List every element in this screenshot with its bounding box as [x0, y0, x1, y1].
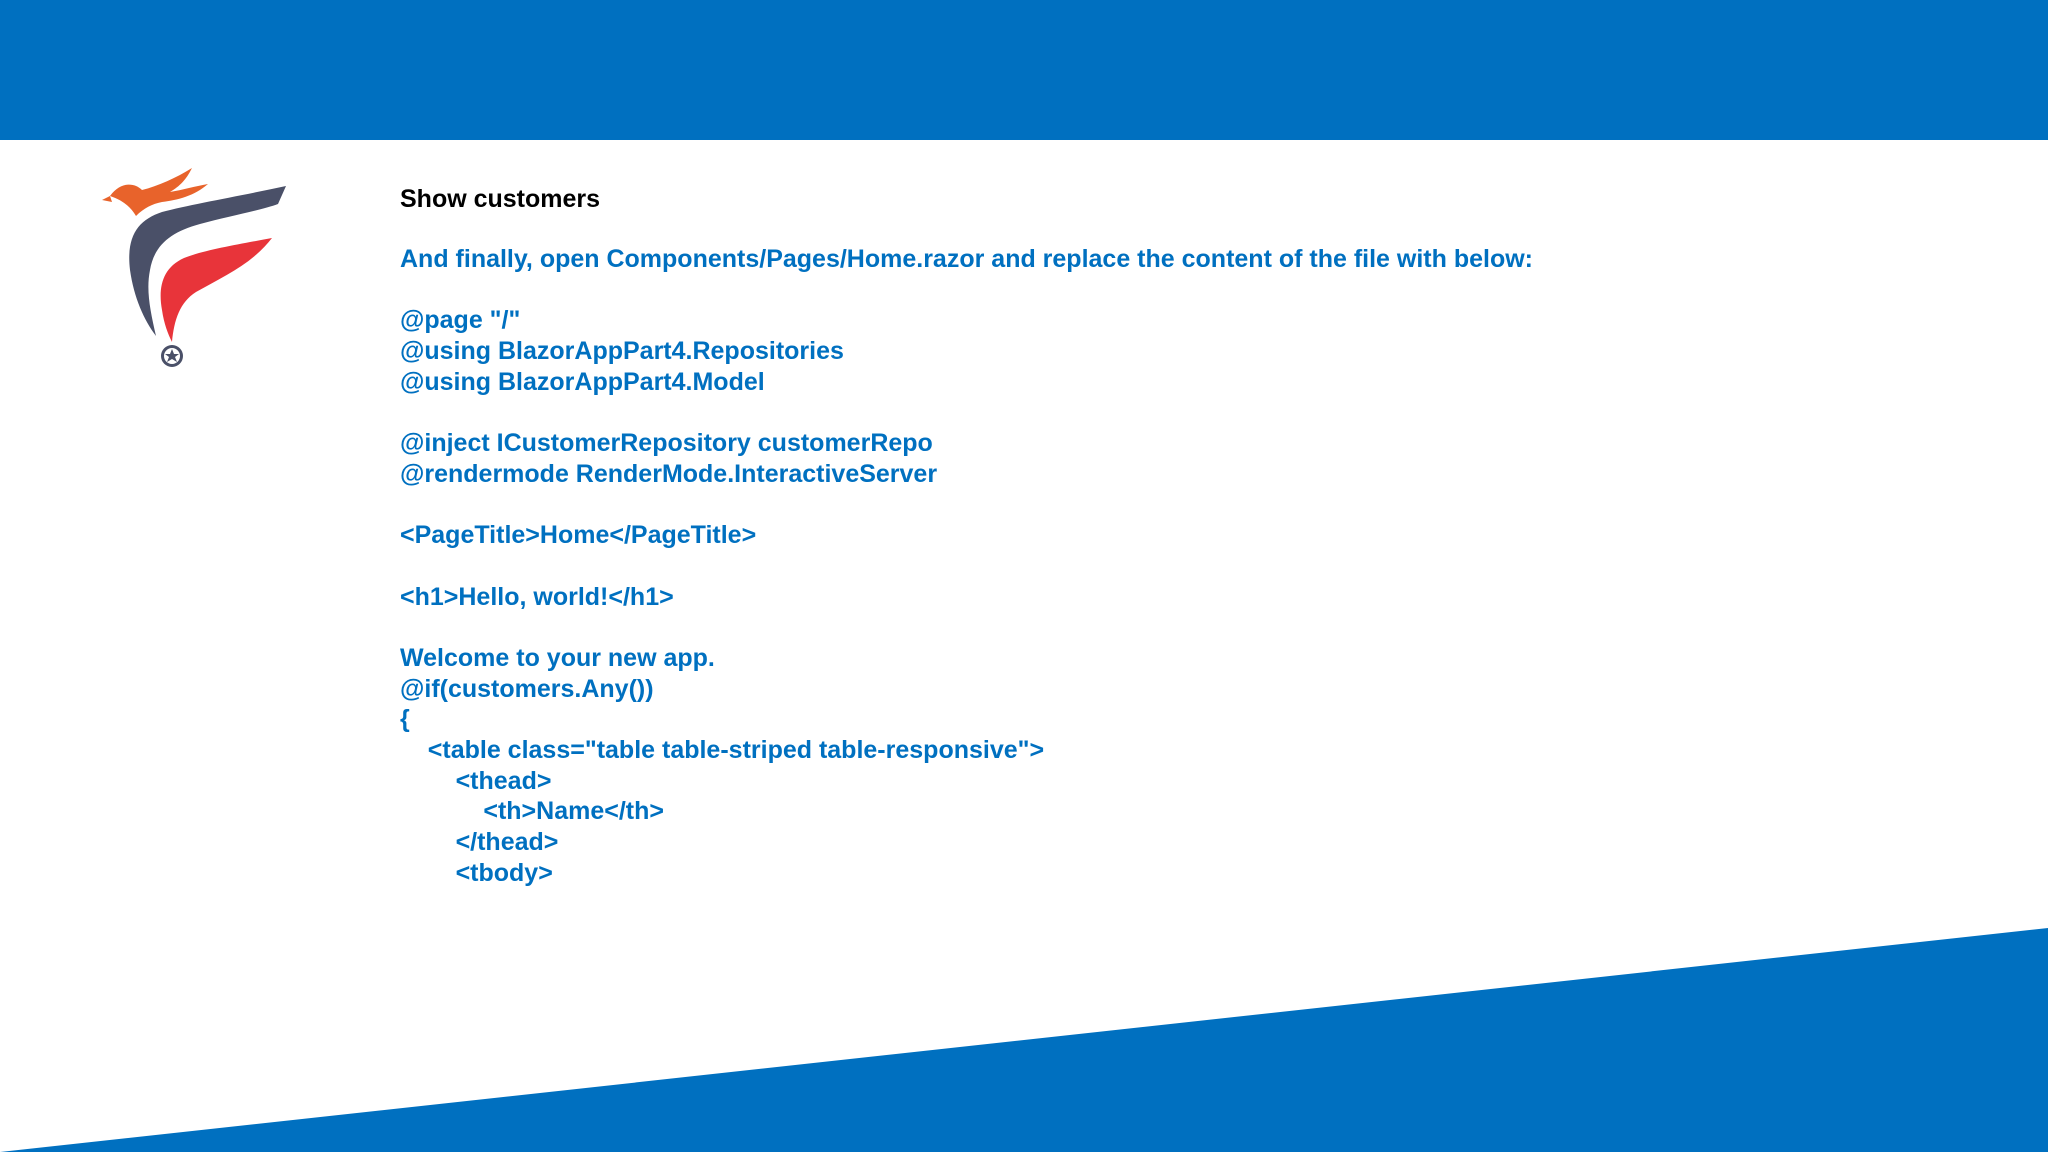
code-line: </thead> — [400, 828, 559, 857]
code-line — [400, 551, 1960, 582]
code-line: @page "/" — [400, 306, 521, 335]
code-line: <tbody> — [400, 858, 553, 887]
code-line: <PageTitle>Home</PageTitle> — [400, 521, 757, 550]
code-line: <table class="table table-striped table-responsive"> — [400, 736, 1045, 764]
code-line: @inject ICustomerRepository customerRepo — [400, 429, 933, 458]
code-line: @if(customers.Any()) — [400, 674, 654, 703]
code-line — [400, 612, 1960, 643]
instruction-text: And finally, open Components/Pages/Home.razor and replace the content of the file with below: — [400, 245, 1533, 273]
code-line: @using BlazorAppPart4.Model — [400, 367, 765, 396]
slide-title: Show customers — [400, 185, 601, 213]
code-line: Welcome to your new app. — [400, 643, 715, 672]
code-line: <thead> — [400, 766, 552, 795]
slide-content — [400, 182, 1960, 888]
eagle-flag-logo — [100, 160, 300, 380]
code-block — [400, 305, 1960, 888]
code-line: @rendermode RenderMode.InteractiveServer — [400, 459, 938, 488]
code-line: <th>Name</th> — [400, 797, 664, 826]
code-line — [400, 490, 1960, 521]
code-line: { — [400, 705, 410, 734]
code-line — [400, 397, 1960, 428]
code-line: @using BlazorAppPart4.Repositories — [400, 337, 844, 366]
top-blue-band — [0, 0, 2048, 140]
code-line: <h1>Hello, world!</h1> — [400, 582, 674, 611]
star-icon — [161, 345, 183, 367]
